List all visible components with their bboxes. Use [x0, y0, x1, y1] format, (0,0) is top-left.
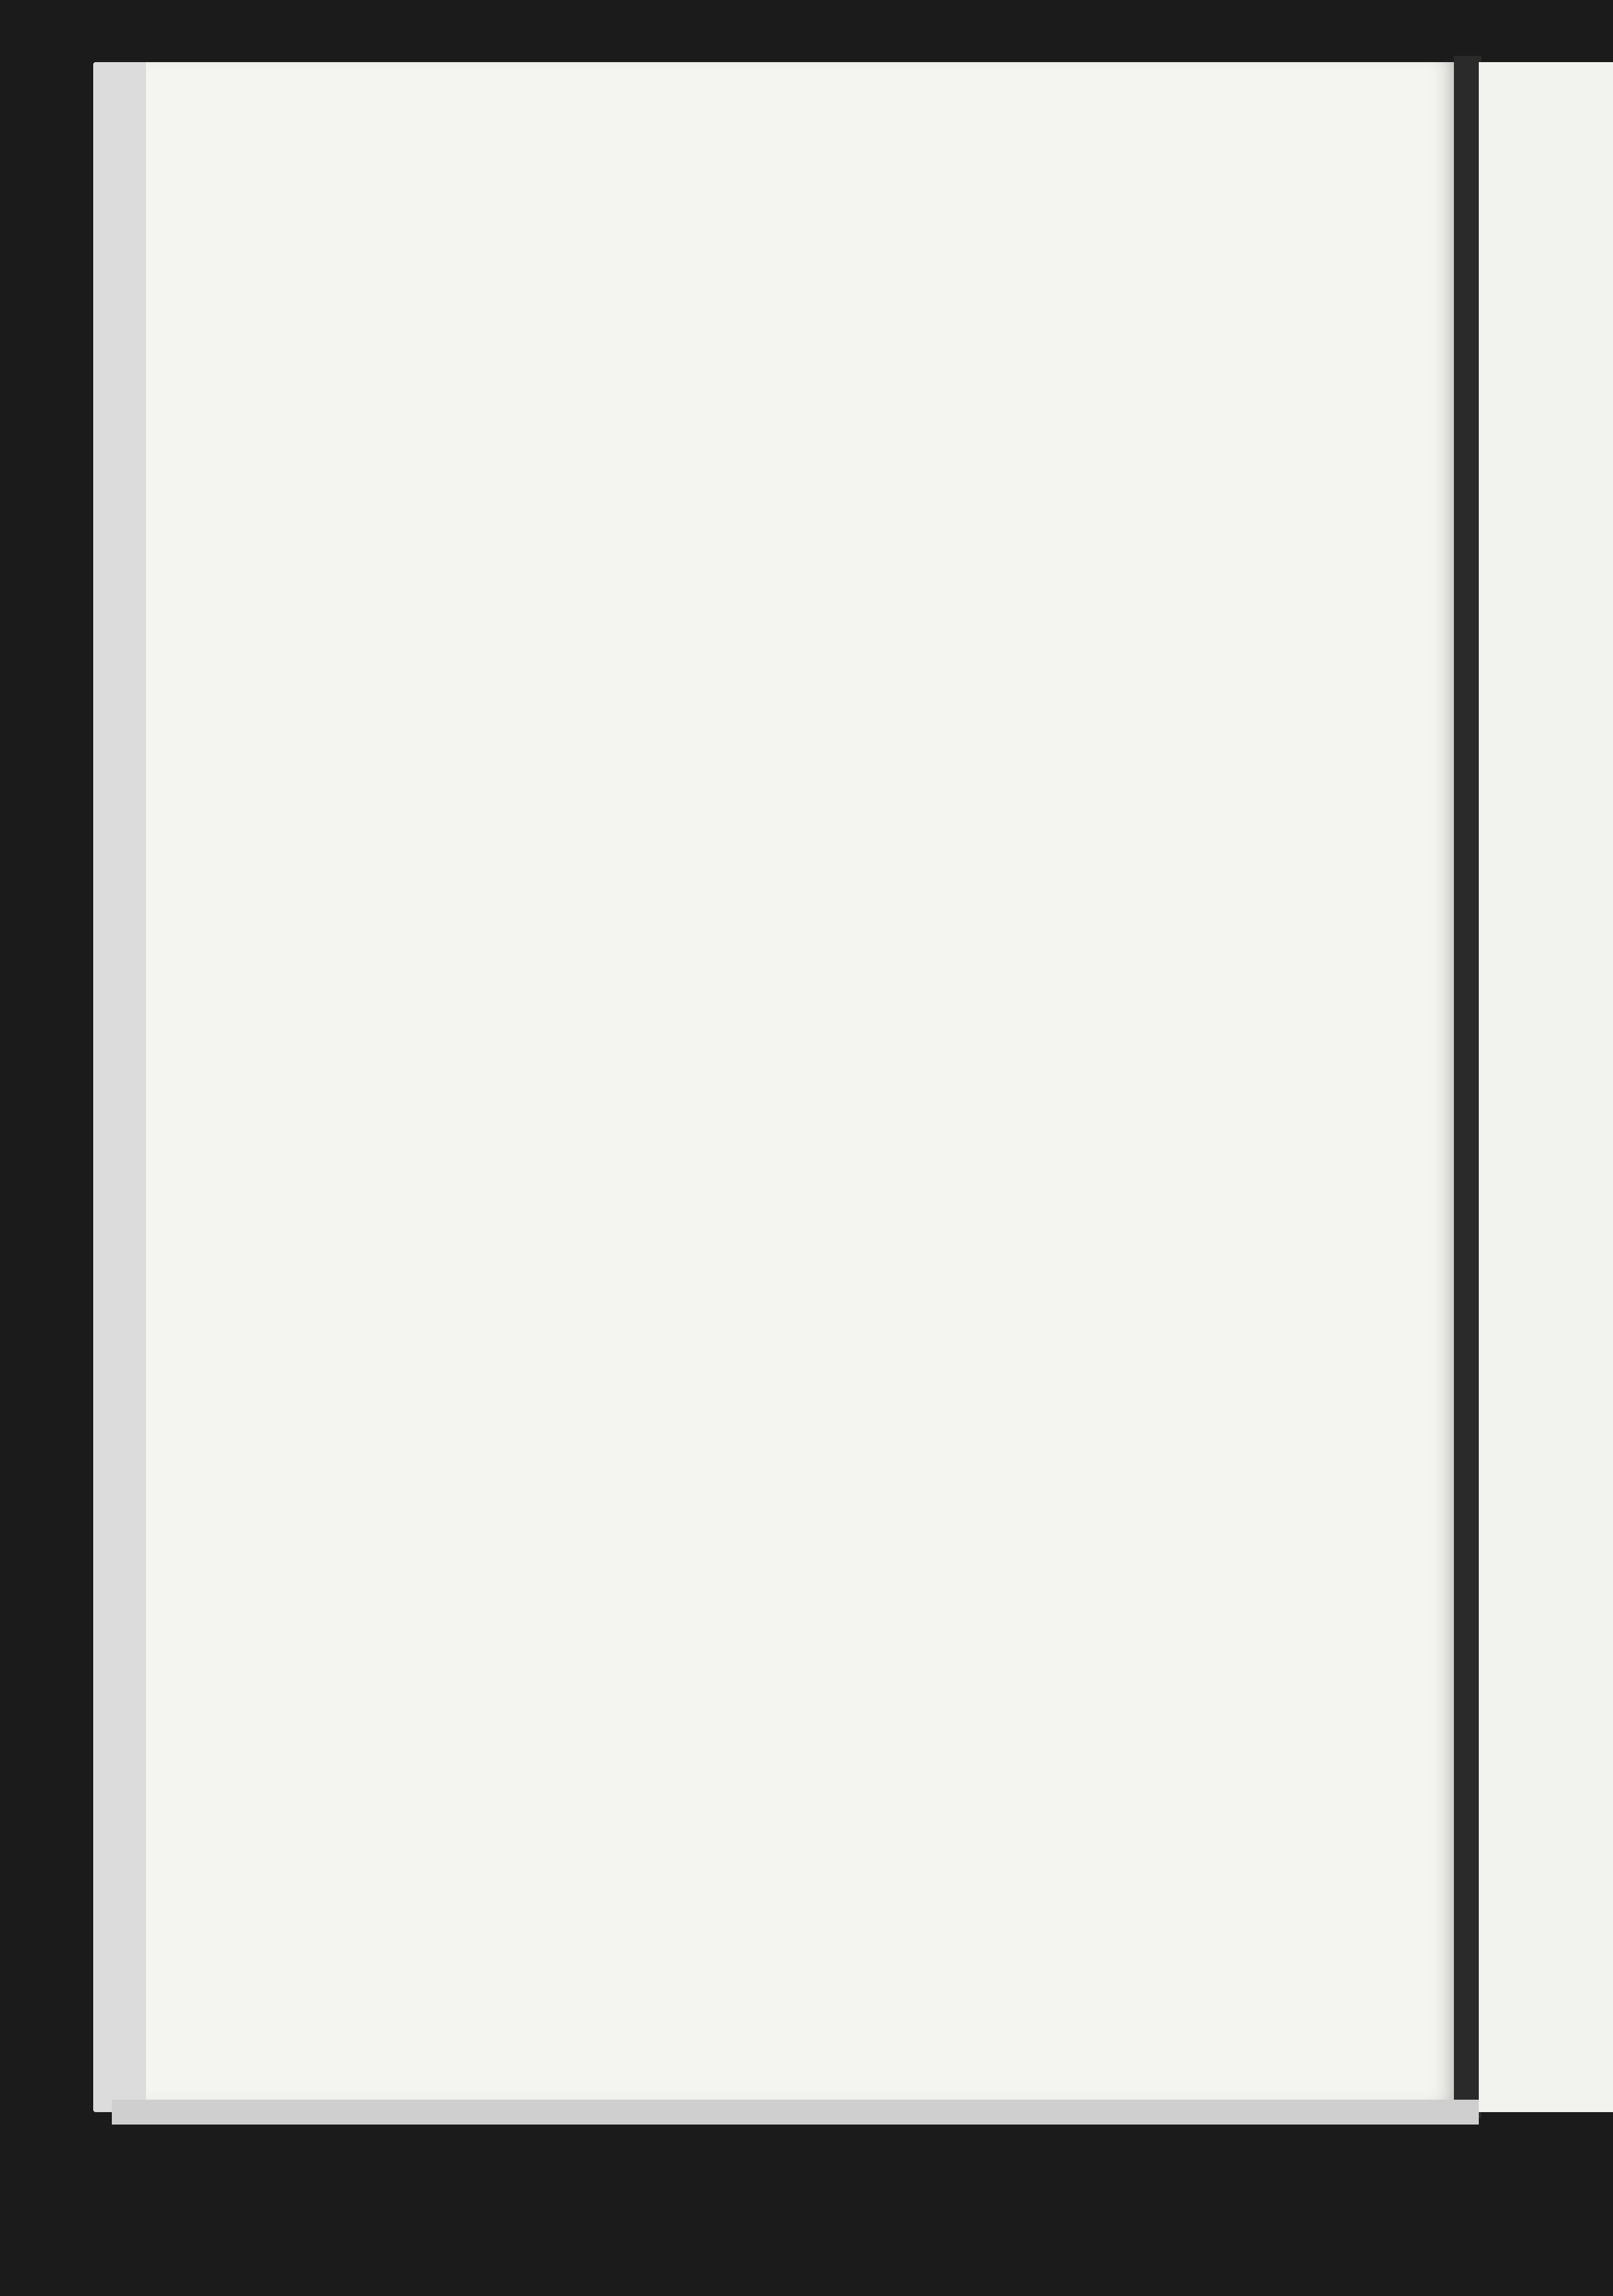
left-page	[146, 62, 1463, 2100]
page-bottom-edge	[112, 2100, 1479, 2125]
right-page-fragment	[1479, 62, 1613, 2112]
book-spine	[1454, 56, 1481, 2118]
